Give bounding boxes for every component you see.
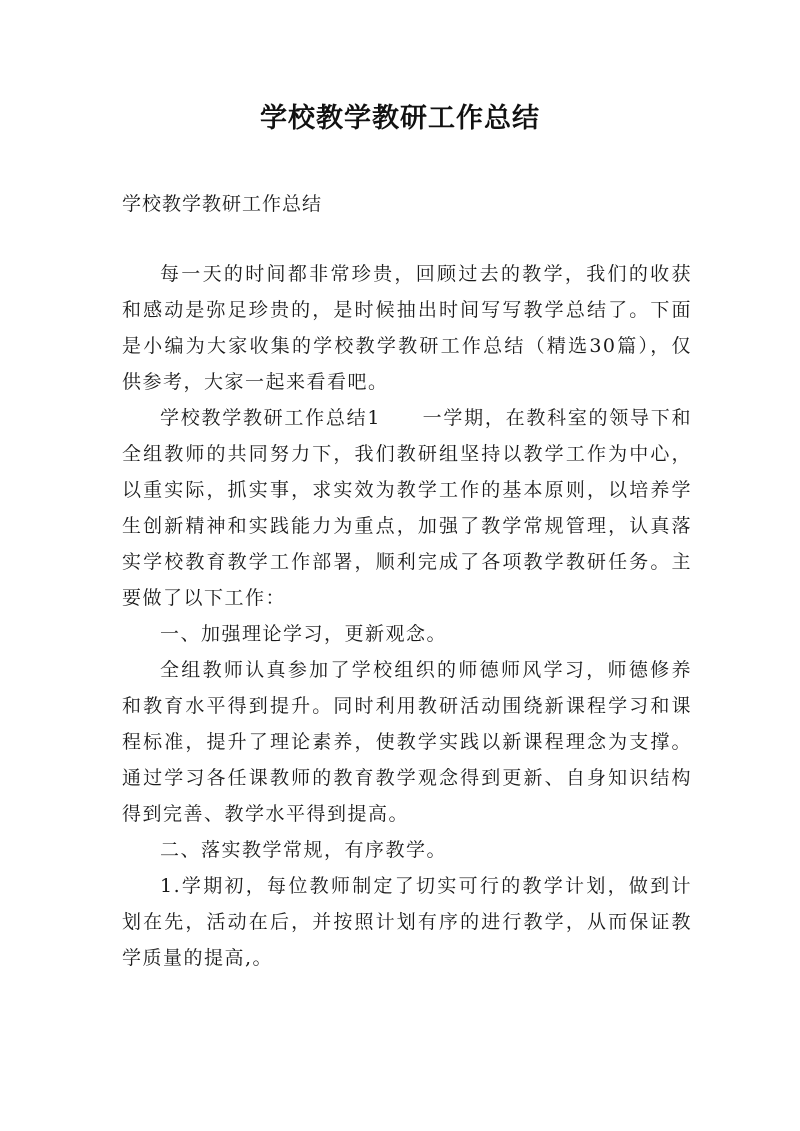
- document-title: 学校教学教研工作总结: [260, 103, 540, 134]
- section-heading-2: 二、落实教学常规，有序教学。: [160, 839, 448, 861]
- summary-paragraph-1: 学校教学教研工作总结1 一学期，在教科室的领导下和全组教师的共同努力下，我们教研组坚持以教学工作为中心，以重实际，抓实事，求实效为教学工作的基本原则，以培养学生创新精神和实践能力为重点，加强了教学常规管理，认真落实学校教育教学工作部署，顺利完成了各项教学教研任务。主要做了以下工作：: [122, 407, 692, 609]
- document-subtitle: 学校教学教研工作总结: [122, 193, 323, 215]
- section-heading-1: 一、加强理论学习，更新观念。: [160, 623, 448, 645]
- document-body: [122, 256, 692, 976]
- intro-paragraph: 每一天的时间都非常珍贵，回顾过去的教学，我们的收获和感动是弥足珍贵的，是时候抽出时间写写教学总结了。下面是小编为大家收集的学校教学教研工作总结（精选30篇），仅供参考，大家一起来看看吧。: [122, 263, 692, 393]
- section-paragraph-2: 1.学期初，每位教师制定了切实可行的教学计划，做到计划在先，活动在后，并按照计划有序的进行教学，从而保证教学质量的提高,。: [122, 875, 692, 969]
- section-paragraph-1: 全组教师认真参加了学校组织的师德师风学习，师德修养和教育水平得到提升。同时利用教研活动围绕新课程学习和课程标准，提升了理论素养，使教学实践以新课程理念为支撑。通过学习各任课教师的教育教学观念得到更新、自身知识结构得到完善、教学水平得到提高。: [122, 659, 692, 825]
